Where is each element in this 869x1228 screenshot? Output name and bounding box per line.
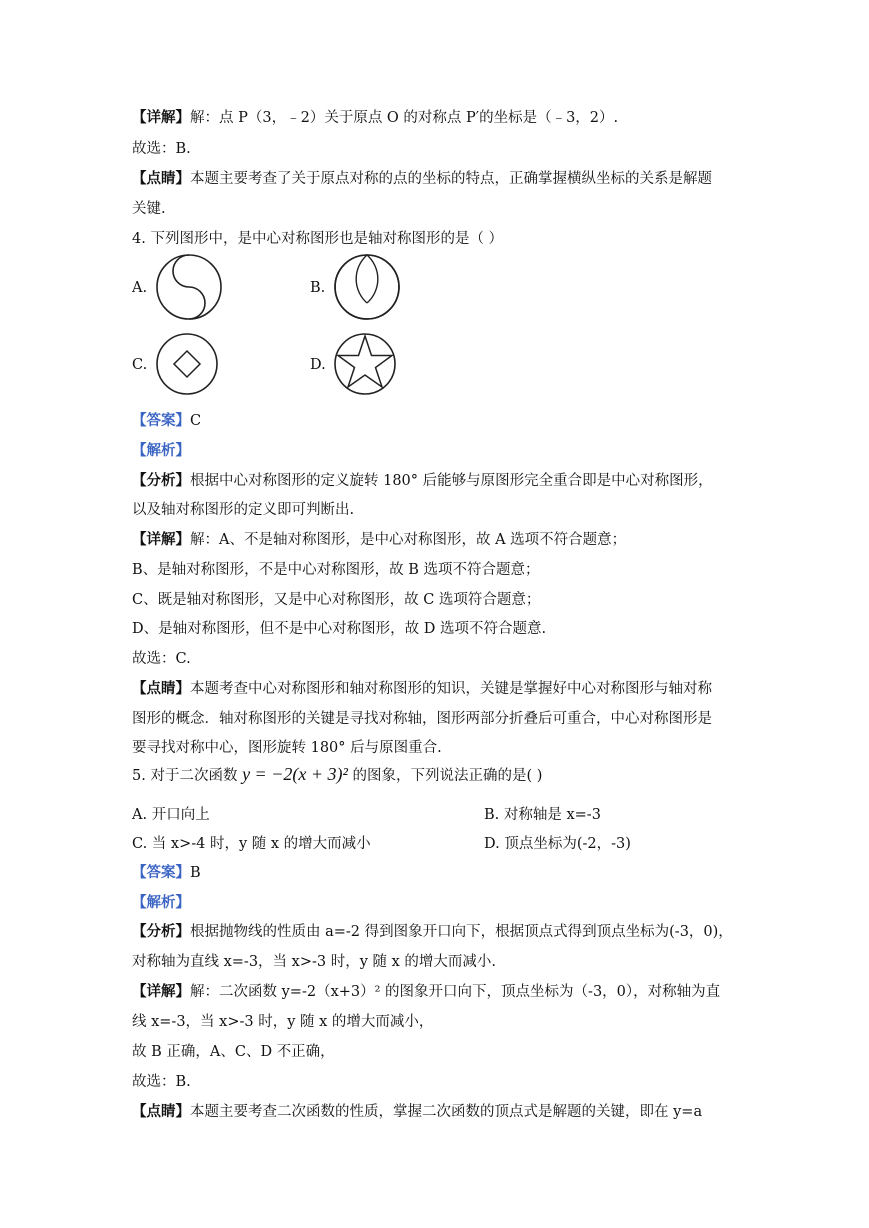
q5-answer — [132, 861, 201, 882]
q5-detail-3: 故 B 正确，A、C、D 不正确， — [132, 1044, 335, 1060]
q5-prefix: 5. 对于二次函数 — [132, 768, 238, 784]
question-4: 4. 下列图形中，是中心对称图形也是轴对称图形的是（ ） — [132, 231, 504, 247]
q4-select: 故选：C. — [132, 651, 191, 667]
text: 解：点 P（3，﹣2）关于原点 O 的对称点 P′的坐标是（﹣3，2）. — [190, 110, 619, 126]
tag-analysis: 【解析】 — [132, 443, 190, 459]
figure-c-square-in-circle — [153, 330, 221, 398]
tag-answer: 【答案】 — [132, 413, 190, 429]
text: 根据中心对称图形的定义旋转 180° 后能够与原图形完全重合即是中心对称图形， — [190, 473, 713, 489]
text: 本题主要考查了关于原点对称的点的坐标的特点，正确掌握横纵坐标的关系是解题 — [190, 171, 712, 187]
q4-remark-1 — [132, 677, 712, 698]
tag-remark: 【点睛】 — [132, 1104, 190, 1120]
select-line-1: 故选：B. — [132, 141, 191, 157]
q5-option-c: C. 当 x>-4 时，y 随 x 的增大而减小 — [132, 836, 371, 852]
text: 本题主要考查二次函数的性质，掌握二次函数的顶点式是解题的关键，即在 y=a — [190, 1104, 703, 1120]
tag-analysis: 【解析】 — [132, 895, 190, 911]
tag-fenxi: 【分析】 — [132, 924, 190, 940]
q5-fenxi-1 — [132, 920, 733, 941]
q5-analysis-tag — [132, 891, 190, 912]
text: 根据抛物线的性质由 a=-2 得到图象开口向下，根据顶点式得到顶点坐标为(-3，0)， — [190, 924, 733, 940]
q5-detail-1 — [132, 980, 720, 1001]
q4-remark-2: 图形的概念．轴对称图形的关键是寻找对称轴，图形两部分折叠后可重合，中心对称图形是 — [132, 711, 712, 727]
q4-analysis-tag — [132, 439, 190, 460]
q4-detail-3: C、既是轴对称图形，又是中心对称图形，故 C 选项符合题意； — [132, 592, 541, 608]
q4-detail-4: D、是轴对称图形，但不是中心对称图形，故 D 选项不符合题意. — [132, 621, 547, 637]
q5-suffix: 的图象，下列说法正确的是( ) — [352, 768, 543, 784]
q4-detail-1 — [132, 528, 626, 549]
figure-b-trefoil — [331, 251, 403, 323]
q4-answer — [132, 409, 201, 430]
q4-detail-2: B、是轴对称图形，不是中心对称图形，故 B 选项不符合题意； — [132, 562, 540, 578]
q5-select: 故选：B. — [132, 1074, 191, 1090]
q5-formula: y = −2(x + 3)² — [242, 764, 348, 784]
tag-detail: 【详解】 — [132, 110, 190, 126]
remark-line-2: 关键. — [132, 201, 166, 217]
text: 本题考查中心对称图形和轴对称图形的知识，关键是掌握好中心对称图形与轴对称 — [190, 681, 712, 697]
text: 解：A、不是轴对称图形，是中心对称图形，故 A 选项不符合题意； — [190, 532, 627, 548]
tag-detail: 【详解】 — [132, 984, 190, 1000]
q4-remark-3: 要寻找对称中心，图形旋转 180° 后与原图重合. — [132, 740, 442, 756]
q4-fenxi-1 — [132, 469, 713, 490]
q5-option-b: B. 对称轴是 x=-3 — [484, 807, 601, 823]
option-c-label: C. — [132, 357, 148, 373]
q5-option-d: D. 顶点坐标为(-2，-3) — [484, 836, 631, 852]
tag-remark: 【点睛】 — [132, 171, 190, 187]
q5-remark-1 — [132, 1100, 702, 1121]
tag-detail: 【详解】 — [132, 532, 190, 548]
answer-value: B — [190, 865, 201, 881]
q5-fenxi-2: 对称轴为直线 x=-3，当 x>-3 时，y 随 x 的增大而减小. — [132, 954, 497, 970]
option-d-label: D. — [310, 357, 326, 373]
tag-answer: 【答案】 — [132, 865, 190, 881]
option-a-label: A. — [132, 280, 148, 296]
question-5 — [132, 764, 542, 785]
detail-line-1 — [132, 106, 618, 127]
option-b-label: B. — [310, 280, 326, 296]
q5-option-a: A. 开口向上 — [132, 807, 210, 823]
figure-a-yinyang — [153, 251, 225, 323]
answer-value: C — [190, 413, 202, 429]
tag-remark: 【点睛】 — [132, 681, 190, 697]
remark-line-1 — [132, 167, 712, 188]
q5-detail-2: 线 x=-3，当 x>-3 时，y 随 x 的增大而减小， — [132, 1014, 434, 1030]
q4-fenxi-2: 以及轴对称图形的定义即可判断出. — [132, 502, 355, 518]
tag-fenxi: 【分析】 — [132, 473, 190, 489]
text: 解：二次函数 y=-2（x+3）² 的图象开口向下，顶点坐标为（-3，0），对称轴为直 — [190, 984, 721, 1000]
figure-d-star-in-circle — [331, 330, 399, 398]
